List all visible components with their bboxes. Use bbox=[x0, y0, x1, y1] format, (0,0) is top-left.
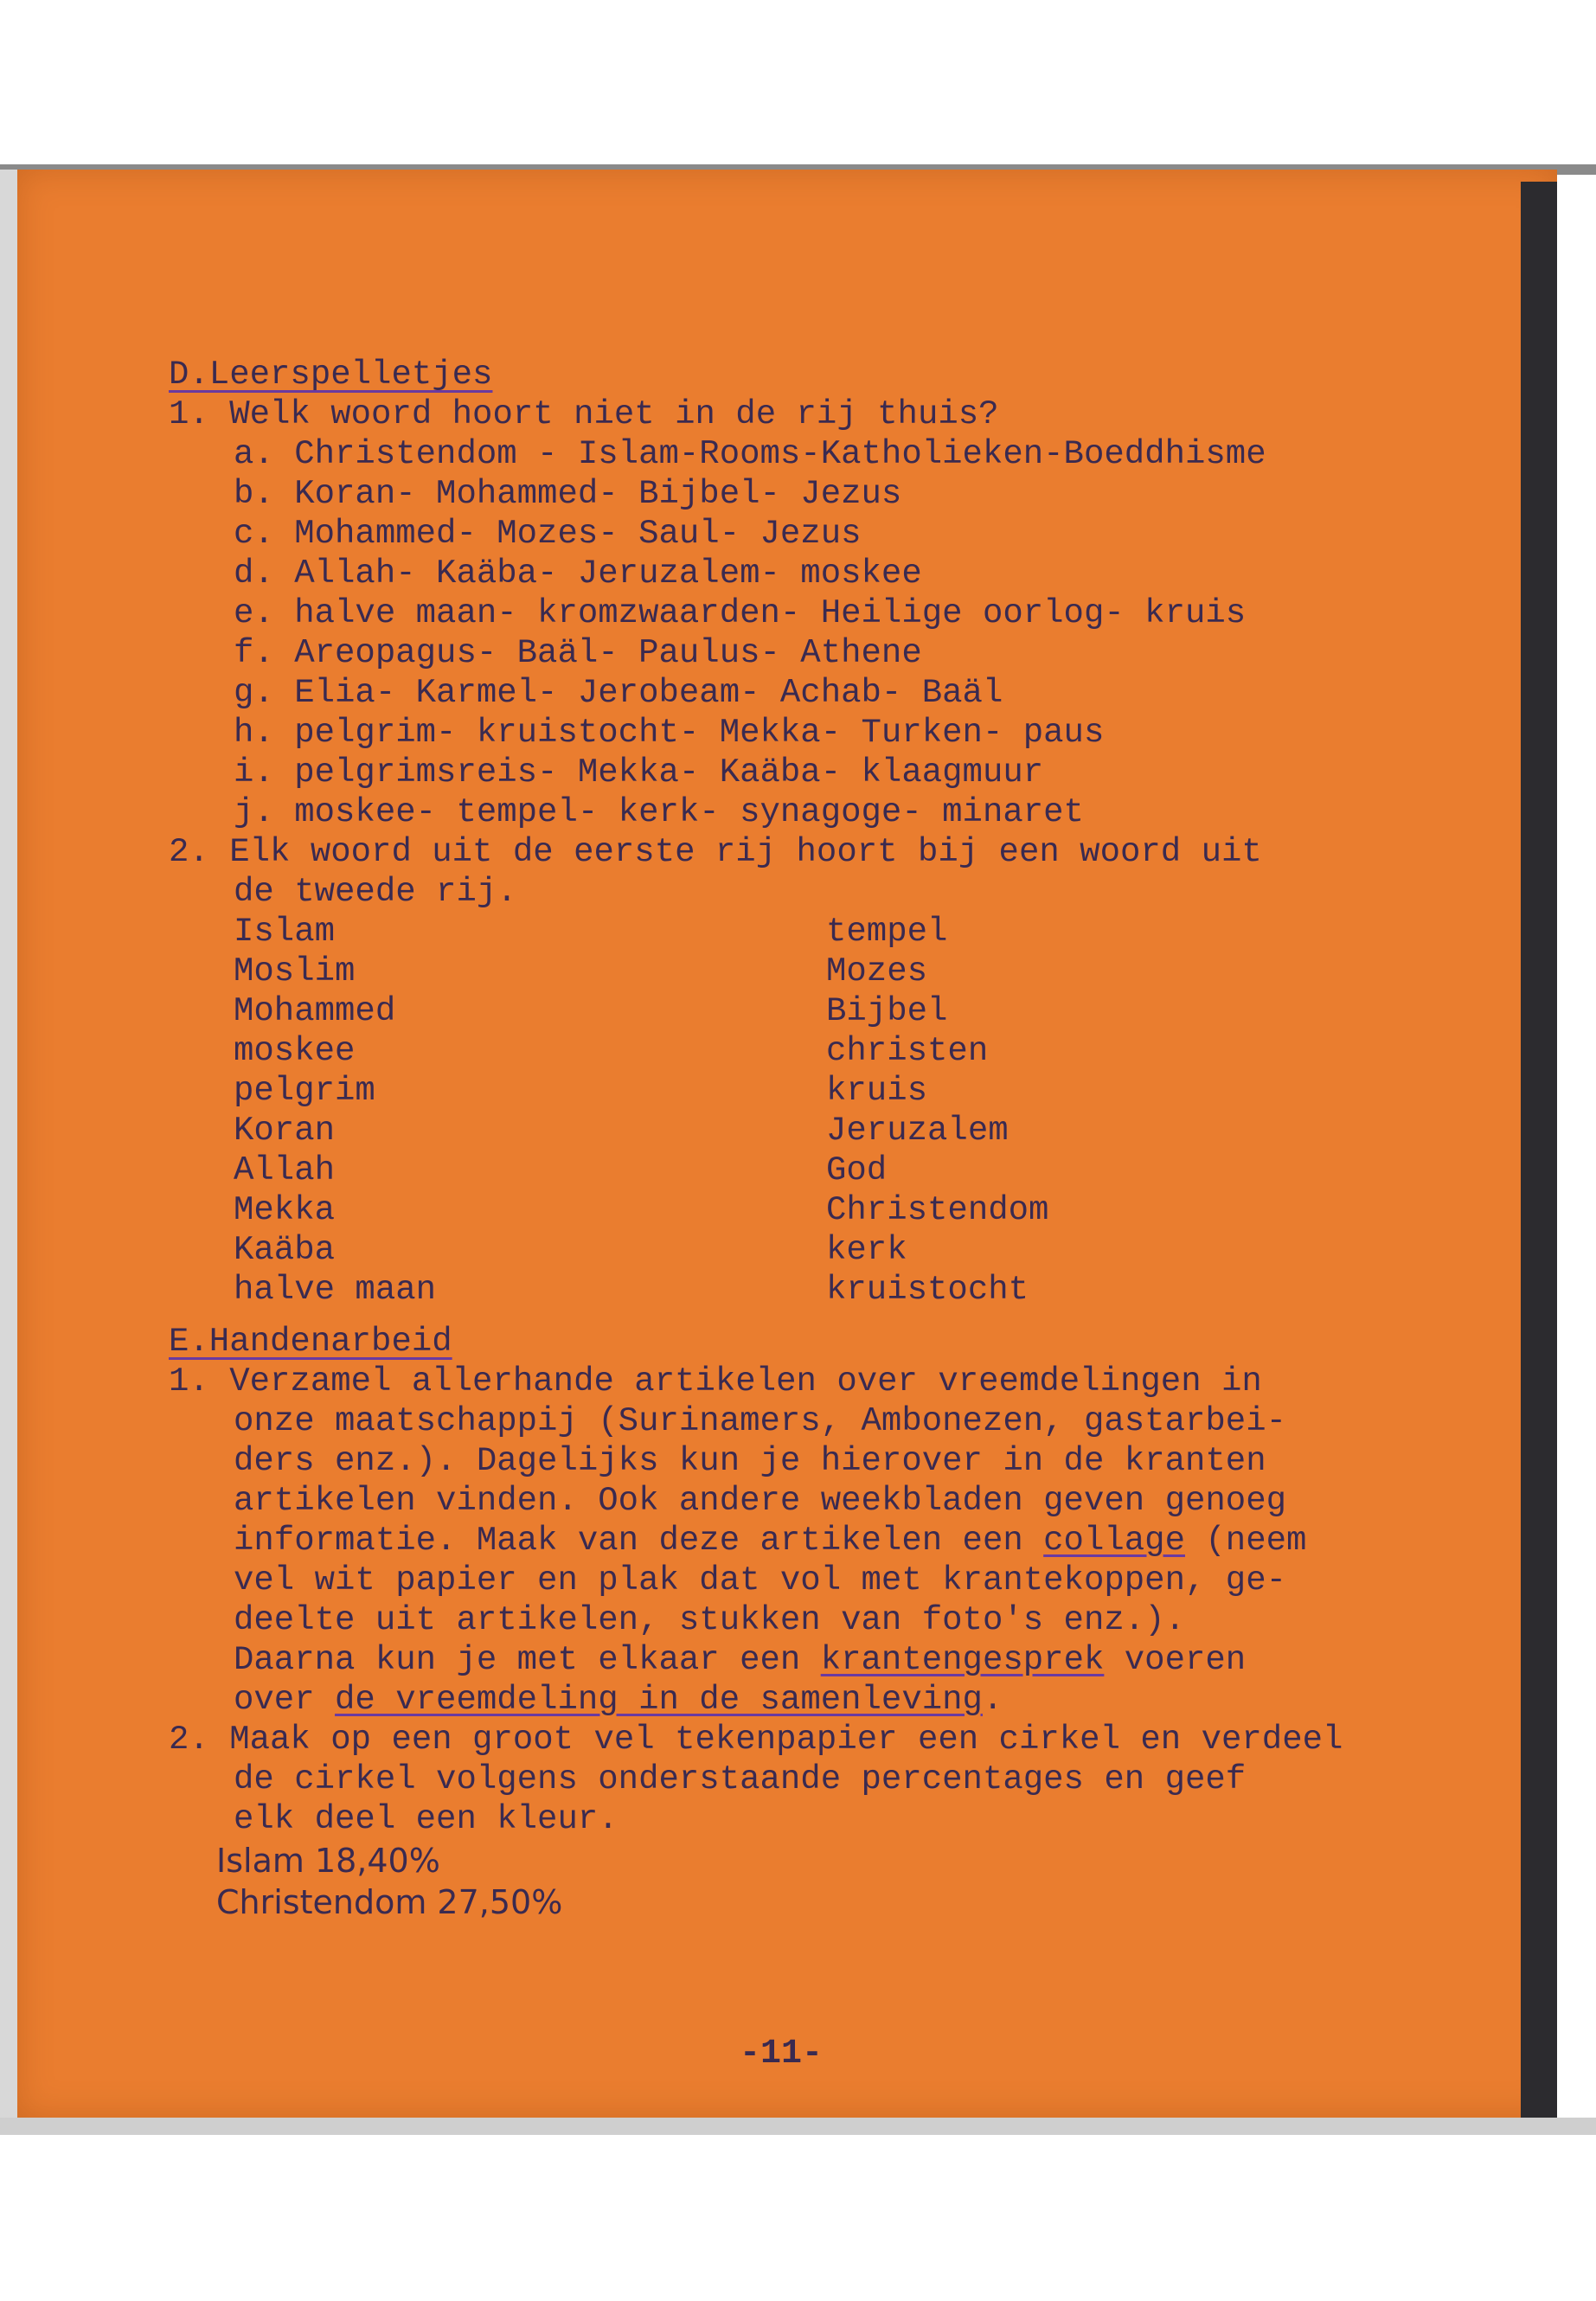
column1-word: Koran bbox=[234, 1112, 336, 1150]
e1-line: onze maatschappij (Surinamers, Ambonezen, gastarbei- bbox=[234, 1402, 1286, 1440]
underlined-collage: collage bbox=[1043, 1522, 1185, 1560]
section-e-heading: E.Handenarbeid bbox=[169, 1323, 452, 1361]
text: (neem bbox=[1184, 1522, 1307, 1560]
column1-word: Islam bbox=[234, 913, 336, 951]
column2-word: God bbox=[826, 1151, 888, 1189]
underlined-vreemdeling: de vreemdeling in de samenleving bbox=[335, 1681, 983, 1719]
e1-line-krantengesprek bbox=[234, 1640, 1246, 1680]
column2-word: Mozes bbox=[826, 952, 928, 990]
e2-line: elk deel een kleur. bbox=[234, 1800, 619, 1838]
q1-item-a: a. Christendom - Islam-Rooms-Katholieken-Boeddhisme bbox=[234, 435, 1266, 473]
question-2-title-cont: de tweede rij. bbox=[234, 873, 517, 911]
q1-item-f: f. Areopagus- Baäl- Paulus- Athene bbox=[234, 634, 922, 672]
scan-bottom-edge bbox=[0, 2118, 1596, 2135]
e1-line: ders enz.). Dagelijks kun je hierover in de kranten bbox=[234, 1442, 1266, 1480]
column1-word: Mekka bbox=[234, 1191, 336, 1229]
e1-line: deelte uit artikelen, stukken van foto's enz.). bbox=[234, 1601, 1185, 1639]
text: . bbox=[982, 1681, 1003, 1719]
e1-line: 1. Verzamel allerhande artikelen over vreemdelingen in bbox=[169, 1362, 1262, 1400]
column2-word: tempel bbox=[826, 913, 948, 951]
text: voeren bbox=[1104, 1641, 1247, 1679]
text: over bbox=[234, 1681, 336, 1719]
text: Daarna kun je met elkaar een bbox=[234, 1641, 821, 1679]
column2-word: kruis bbox=[826, 1072, 928, 1110]
column2-word: christen bbox=[826, 1032, 989, 1070]
section-d-heading: D.Leerspelletjes bbox=[169, 356, 493, 394]
question-1-title: 1. Welk woord hoort niet in de rij thuis? bbox=[169, 395, 999, 433]
column2-word: kerk bbox=[826, 1231, 907, 1269]
q1-item-g: g. Elia- Karmel- Jerobeam- Achab- Baäl bbox=[234, 674, 1003, 712]
column2-word: kruistocht bbox=[826, 1271, 1029, 1309]
e1-line-vreemdeling bbox=[234, 1680, 1003, 1720]
q1-item-c: c. Mohammed- Mozes- Saul- Jezus bbox=[234, 515, 862, 553]
column1-word: Kaäba bbox=[234, 1231, 336, 1269]
q1-item-e: e. halve maan- kromzwaarden- Heilige oorlog- kruis bbox=[234, 594, 1247, 632]
q1-item-b: b. Koran- Mohammed- Bijbel- Jezus bbox=[234, 475, 902, 513]
q1-item-j: j. moskee- tempel- kerk- synagoge- minaret bbox=[234, 793, 1084, 831]
column2-word: Jeruzalem bbox=[826, 1112, 1009, 1150]
scan-right-edge bbox=[1521, 182, 1557, 2128]
e1-line: vel wit papier en plak dat vol met krantekoppen, ge- bbox=[234, 1561, 1286, 1599]
column1-word: pelgrim bbox=[234, 1072, 375, 1110]
question-2-title: 2. Elk woord uit de eerste rij hoort bij een woord uit bbox=[169, 833, 1262, 871]
e2-line: de cirkel volgens onderstaande percentages en geef bbox=[234, 1760, 1247, 1798]
column1-word: Moslim bbox=[234, 952, 356, 990]
e2-line: 2. Maak op een groot vel tekenpapier een cirkel en verdeel bbox=[169, 1721, 1343, 1759]
underlined-krantengesprek: krantengesprek bbox=[820, 1641, 1105, 1679]
column1-word: Mohammed bbox=[234, 992, 396, 1030]
q1-item-h: h. pelgrim- kruistocht- Mekka- Turken- paus bbox=[234, 714, 1105, 752]
text: informatie. Maak van deze artikelen een bbox=[234, 1522, 1044, 1560]
q1-item-d: d. Allah- Kaäba- Jeruzalem- moskee bbox=[234, 554, 922, 593]
column1-word: moskee bbox=[234, 1032, 356, 1070]
handwritten-percentage: Islam 18,40% bbox=[216, 1842, 440, 1880]
page-number: -11- bbox=[740, 2035, 824, 2073]
q1-item-i: i. pelgrimsreis- Mekka- Kaäba- klaagmuur bbox=[234, 753, 1044, 792]
column1-word: Allah bbox=[234, 1151, 336, 1189]
handwritten-percentage: Christendom 27,50% bbox=[216, 1883, 563, 1921]
e1-line-collage bbox=[234, 1521, 1306, 1561]
column2-word: Bijbel bbox=[826, 992, 948, 1030]
e1-line: artikelen vinden. Ook andere weekbladen geven genoeg bbox=[234, 1482, 1286, 1520]
column1-word: halve maan bbox=[234, 1271, 437, 1309]
column2-word: Christendom bbox=[826, 1191, 1049, 1229]
